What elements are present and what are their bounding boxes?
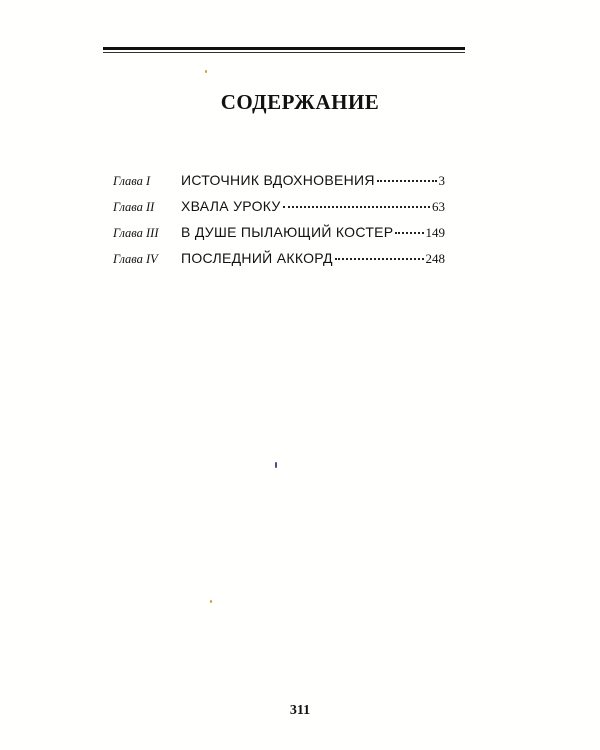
chapter-label: Глава III [113,226,159,240]
page-ref: 3 [438,173,445,188]
dot-leader [283,205,430,208]
toc-entry-1[interactable] [113,172,445,198]
dot-leader [395,231,423,234]
page-number: 311 [289,703,311,718]
chapter-label: Глава IV [113,252,158,266]
page-title: СОДЕРЖАНИЕ [220,90,380,114]
toc-entry-4[interactable] [113,250,445,276]
chapter-label: Глава I [113,174,151,188]
chapter-title: В ДУШЕ ПЫЛАЮЩИЙ КОСТЕР [181,224,394,240]
chapter-label: Глава II [113,200,155,214]
dot-leader [377,179,437,182]
page-ref: 149 [425,225,445,240]
toc-entry-3[interactable] [113,224,445,250]
print-speck [205,70,207,73]
chapter-title: ИСТОЧНИК ВДОХНОВЕНИЯ [181,172,375,188]
chapter-title: ПОСЛЕДНИЙ АККОРД [181,250,333,266]
table-of-contents [113,172,445,276]
page-ref: 248 [425,251,445,266]
page-ref: 63 [432,199,445,214]
print-speck [210,600,212,603]
dot-leader [335,257,424,260]
toc-entry-2[interactable] [113,198,445,224]
chapter-title: ХВАЛА УРОКУ [181,198,281,214]
print-speck [275,462,277,468]
top-rule [103,47,465,50]
